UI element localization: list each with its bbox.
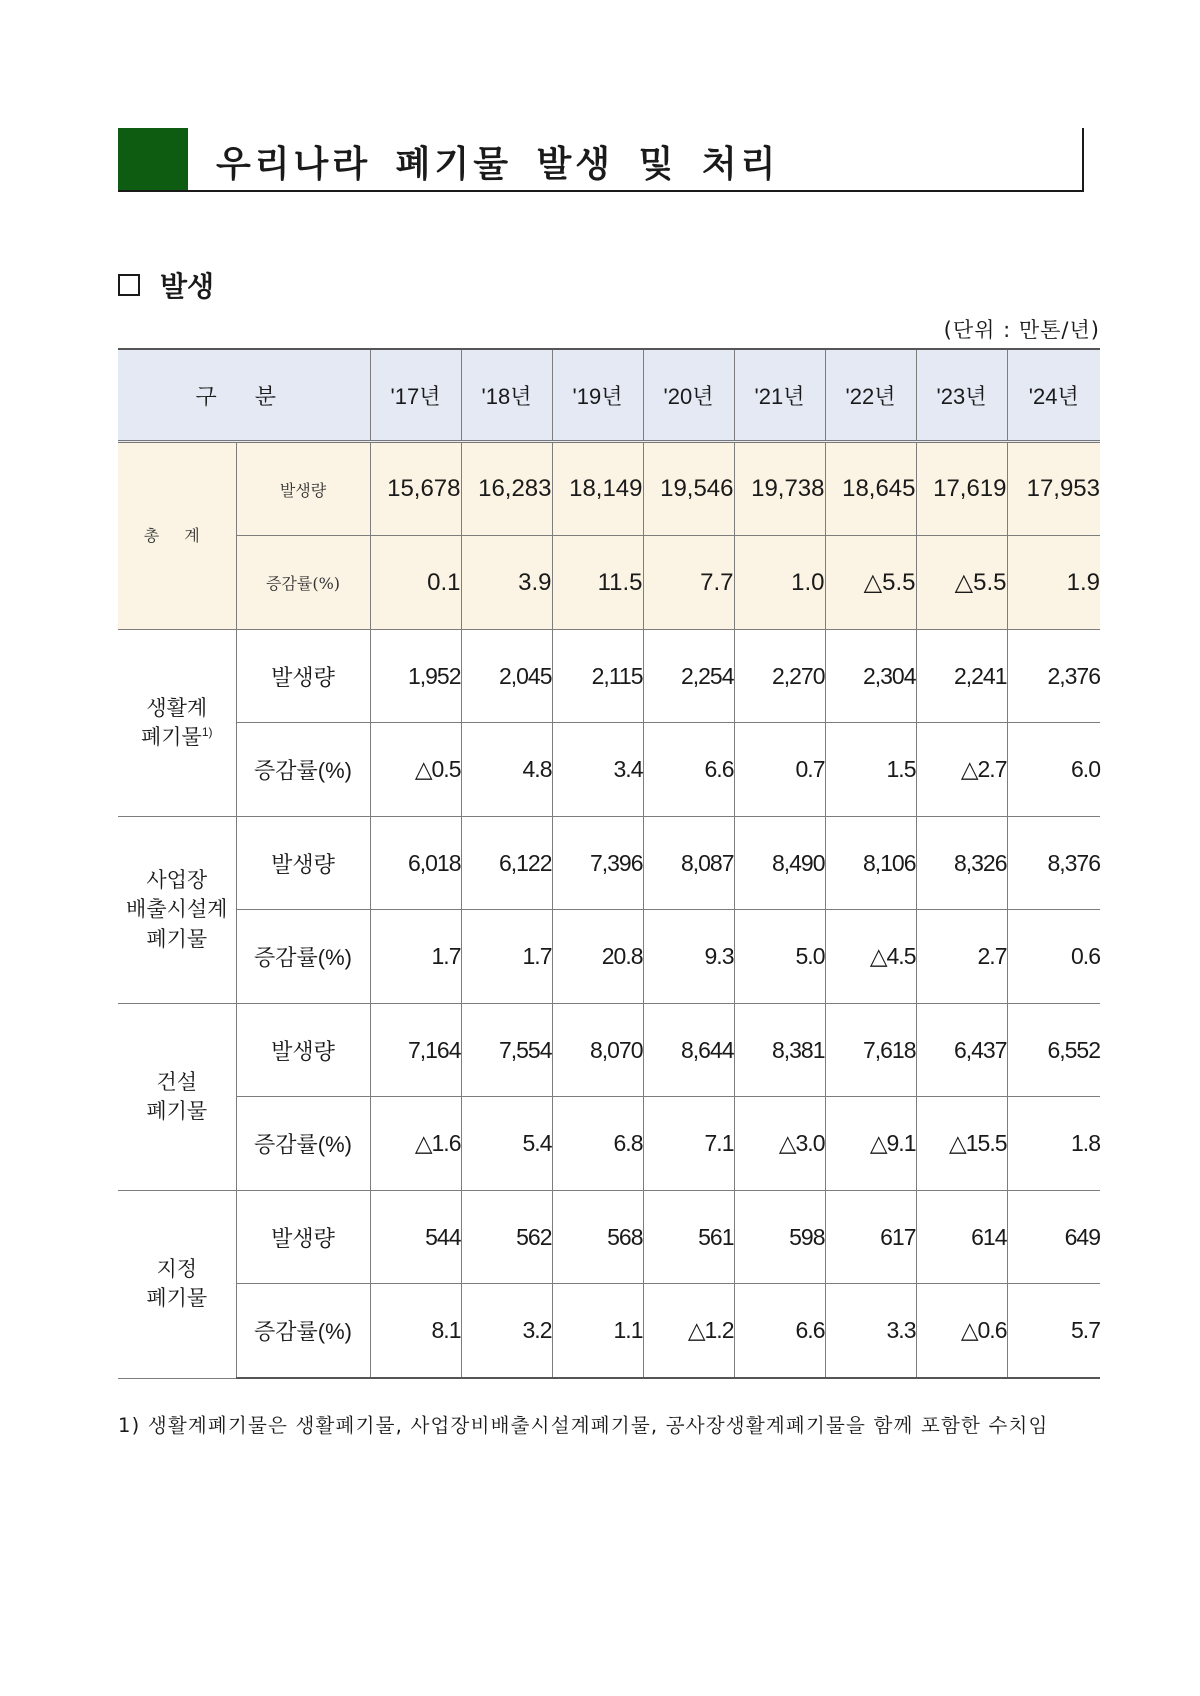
value-cell: 18,645	[825, 442, 916, 536]
value-cell: 6,018	[370, 817, 461, 910]
value-cell: 2,241	[916, 630, 1007, 723]
value-cell: 7,554	[461, 1004, 552, 1097]
value-cell: 562	[461, 1191, 552, 1284]
value-cell: △5.5	[916, 536, 1007, 630]
value-cell: △2.7	[916, 723, 1007, 817]
value-cell: 0.1	[370, 536, 461, 630]
metric-label: 증감률(%)	[236, 536, 370, 630]
title-box	[118, 128, 1084, 192]
value-cell: 1,952	[370, 630, 461, 723]
title-right-rule	[1082, 128, 1084, 192]
table-row	[118, 442, 1100, 536]
value-cell: 11.5	[552, 536, 643, 630]
value-cell: 5.4	[461, 1097, 552, 1191]
value-cell: 8,381	[734, 1004, 825, 1097]
group-label	[118, 817, 236, 1004]
value-cell: 7,164	[370, 1004, 461, 1097]
page-title: 우리나라 폐기물 발생 및 처리	[216, 144, 780, 185]
value-cell: △1.2	[643, 1284, 734, 1379]
square-bullet-icon	[118, 274, 140, 296]
metric-label: 발생량	[236, 1191, 370, 1284]
value-cell: 1.1	[552, 1284, 643, 1379]
group-label	[118, 630, 236, 817]
value-cell: △1.6	[370, 1097, 461, 1191]
value-cell: 617	[825, 1191, 916, 1284]
table-row	[118, 723, 1100, 817]
value-cell: 598	[734, 1191, 825, 1284]
value-cell: △4.5	[825, 910, 916, 1004]
value-cell: 1.9	[1007, 536, 1100, 630]
value-cell: △9.1	[825, 1097, 916, 1191]
value-cell: 8.1	[370, 1284, 461, 1379]
title-underline	[118, 190, 1084, 192]
metric-label: 발생량	[236, 1004, 370, 1097]
section-header	[118, 265, 214, 305]
value-cell: 9.3	[643, 910, 734, 1004]
value-cell: △0.5	[370, 723, 461, 817]
table-row	[118, 536, 1100, 630]
footnote-mark: 1)	[201, 725, 213, 739]
value-cell: 614	[916, 1191, 1007, 1284]
value-cell: 3.9	[461, 536, 552, 630]
value-cell: 7.7	[643, 536, 734, 630]
value-cell: △15.5	[916, 1097, 1007, 1191]
group-name: 건설 폐기물	[146, 1070, 208, 1123]
value-cell: 6,122	[461, 817, 552, 910]
unit-label: (단위 : 만톤/년)	[943, 318, 1100, 342]
group-label	[118, 1191, 236, 1379]
value-cell: 6.0	[1007, 723, 1100, 817]
table-row	[118, 1284, 1100, 1379]
value-cell: 18,149	[552, 442, 643, 536]
value-cell: △0.6	[916, 1284, 1007, 1379]
group-label	[118, 442, 236, 630]
value-cell: 8,490	[734, 817, 825, 910]
header-year: '17년	[370, 349, 461, 442]
value-cell: 5.0	[734, 910, 825, 1004]
value-cell: 3.2	[461, 1284, 552, 1379]
value-cell: 20.8	[552, 910, 643, 1004]
value-cell: 2.7	[916, 910, 1007, 1004]
value-cell: 8,376	[1007, 817, 1100, 910]
value-cell: 7,396	[552, 817, 643, 910]
value-cell: 3.4	[552, 723, 643, 817]
waste-generation-table	[118, 348, 1100, 1379]
value-cell: 1.8	[1007, 1097, 1100, 1191]
metric-label: 발생량	[236, 630, 370, 723]
metric-label: 증감률(%)	[236, 910, 370, 1004]
header-year: '24년	[1007, 349, 1100, 442]
group-name: 생활계 폐기물	[140, 696, 208, 749]
table-row	[118, 1097, 1100, 1191]
group-name: 사업장 배출시설계 폐기물	[126, 868, 228, 951]
table-row	[118, 910, 1100, 1004]
header-year: '20년	[643, 349, 734, 442]
value-cell: 6.8	[552, 1097, 643, 1191]
metric-label: 발생량	[236, 442, 370, 536]
footnote: 1) 생활계폐기물은 생활폐기물, 사업장비배출시설계폐기물, 공사장생활계폐기물을 함께 포함한 수치임	[118, 1414, 1049, 1437]
table-row	[118, 817, 1100, 910]
value-cell: 4.8	[461, 723, 552, 817]
value-cell: 5.7	[1007, 1284, 1100, 1379]
header-category: 구 분	[118, 349, 370, 442]
value-cell: 8,326	[916, 817, 1007, 910]
section-title: 발생	[160, 270, 215, 303]
value-cell: 19,738	[734, 442, 825, 536]
metric-label: 증감률(%)	[236, 1284, 370, 1379]
header-year: '19년	[552, 349, 643, 442]
header-year: '18년	[461, 349, 552, 442]
value-cell: 7,618	[825, 1004, 916, 1097]
value-cell: 568	[552, 1191, 643, 1284]
value-cell: 2,376	[1007, 630, 1100, 723]
value-cell: 6,552	[1007, 1004, 1100, 1097]
title-green-block	[118, 128, 188, 192]
value-cell: 19,546	[643, 442, 734, 536]
value-cell: 8,106	[825, 817, 916, 910]
group-name: 지정 폐기물	[146, 1257, 208, 1311]
value-cell: 2,270	[734, 630, 825, 723]
value-cell: △5.5	[825, 536, 916, 630]
value-cell: 6.6	[643, 723, 734, 817]
header-year: '23년	[916, 349, 1007, 442]
value-cell: 7.1	[643, 1097, 734, 1191]
value-cell: 1.7	[461, 910, 552, 1004]
value-cell: 8,070	[552, 1004, 643, 1097]
table-row	[118, 630, 1100, 723]
table-row	[118, 1191, 1100, 1284]
value-cell: 0.6	[1007, 910, 1100, 1004]
value-cell: 17,953	[1007, 442, 1100, 536]
group-label	[118, 1004, 236, 1191]
value-cell: 6,437	[916, 1004, 1007, 1097]
value-cell: 16,283	[461, 442, 552, 536]
group-name: 총 계	[143, 525, 210, 545]
value-cell: 8,087	[643, 817, 734, 910]
value-cell: 649	[1007, 1191, 1100, 1284]
value-cell: 2,304	[825, 630, 916, 723]
header-year: '21년	[734, 349, 825, 442]
value-cell: 1.7	[370, 910, 461, 1004]
value-cell: △3.0	[734, 1097, 825, 1191]
value-cell: 1.0	[734, 536, 825, 630]
value-cell: 15,678	[370, 442, 461, 536]
value-cell: 2,115	[552, 630, 643, 723]
table-row	[118, 1004, 1100, 1097]
value-cell: 544	[370, 1191, 461, 1284]
metric-label: 증감률(%)	[236, 1097, 370, 1191]
value-cell: 8,644	[643, 1004, 734, 1097]
header-row	[118, 349, 1100, 442]
metric-label: 증감률(%)	[236, 723, 370, 817]
value-cell: 2,045	[461, 630, 552, 723]
value-cell: 561	[643, 1191, 734, 1284]
value-cell: 17,619	[916, 442, 1007, 536]
header-year: '22년	[825, 349, 916, 442]
value-cell: 0.7	[734, 723, 825, 817]
value-cell: 1.5	[825, 723, 916, 817]
value-cell: 2,254	[643, 630, 734, 723]
metric-label: 발생량	[236, 817, 370, 910]
value-cell: 6.6	[734, 1284, 825, 1379]
value-cell: 3.3	[825, 1284, 916, 1379]
